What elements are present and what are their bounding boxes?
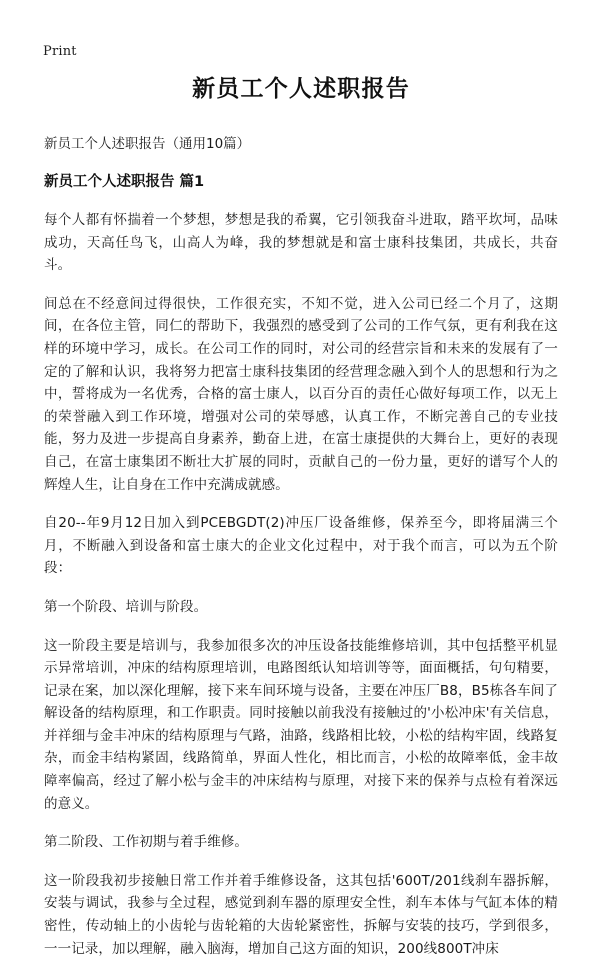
paragraph: 这一阶段我初步接触日常工作并着手维修设备，这其包括'600T/201线刹车器拆解，安装与调试，我参与全过程，感觉到刹车器的原理安全性，刹车本体与气缸本体的精密性，传动轴上的小齿轮与齿轮箱的大齿轮紧密性，拆解与安装的技巧，学到很多，一一记录，加以理解，融入脑海，增加自己这方面的知识，200线800T冲床 xyxy=(44,872,558,957)
print-button[interactable]: Print xyxy=(43,44,77,59)
page-title: 新员工个人述职报告 xyxy=(192,76,410,102)
paragraph: 自20--年9月12日加入到PCEBGDT(2)冲压厂设备维修，保养至今，即将届满三个月，不断融入到设备和富士康大的企业文化过程中，对于我个而言，可以为五个阶段： xyxy=(44,515,558,577)
section-heading: 新员工个人述职报告 篇1 xyxy=(44,174,205,190)
paragraph: 第二阶段、工作初期与着手维修。 xyxy=(44,834,248,851)
paragraph: 第一个阶段、培训与阶段。 xyxy=(44,598,208,615)
print-toolbar xyxy=(43,41,77,59)
paragraph-list xyxy=(44,209,558,960)
paragraph: 每个人都有怀揣着一个梦想，梦想是我的希翼，它引领我奋斗进取，踏平坎坷，品味成功，天高任鸟飞，山高人为峰，我的梦想就是和富士康科技集团，共成长，共奋斗。 xyxy=(44,212,558,274)
document-body xyxy=(44,74,558,960)
paragraph: 这一阶段主要是培训与，我参加很多次的冲压设备技能维修培训，其中包括整平机显示异常培训，冲床的结构原理培训，电路图纸认知培训等等，面面概括，句句精要，记录在案，加以深化理解，接下来车间环境与设备，主要在冲压厂B8，B5栋各车间了解设备的结构原理，和工作职责。同时接触以前我没有接触过的'小松冲床'有关信息，并祥细与金丰冲床的结构原理与气路，油路，线路相比较，小松的结构牢固，线路复杂，而金丰结构紧固，线路简单，界面人性化，相比而言，小松的故障率低，金丰故障率偏高，经过了解小松与金丰的冲床结构与原理，对接下来的保养与点检有着深远的意义。 xyxy=(44,637,558,812)
document-subtitle: 新员工个人述职报告（通用10篇） xyxy=(44,136,251,152)
paragraph: 间总在不经意间过得很快，工作很充实，不知不觉，进入公司已经二个月了，这期间，在各位主管，同仁的帮助下，我强烈的感受到了公司的工作气氛，更有利我在这样的环境中学习，成长。在公司工作的同时，对公司的经营宗旨和未来的发展有了一定的了解和认识，我将努力把富士康科技集团的经营理念融入到个人的思想和行为之中，誓将成为一名优秀，合格的富士康人，以百分百的责任心做好每项工作，以无上的荣誉融入到工作环境，增强对公司的荣辱感，认真工作，不断完善自己的专业技能，努力及进一步提高自身素养，勤奋上进，在富士康提供的大舞台上，更好的表现自己，在富士康集团不断壮大扩展的同时，贡献自己的一份力量，更好的谱写个人的辉煌人生，让自身在工作中充满成就感。 xyxy=(44,295,558,493)
